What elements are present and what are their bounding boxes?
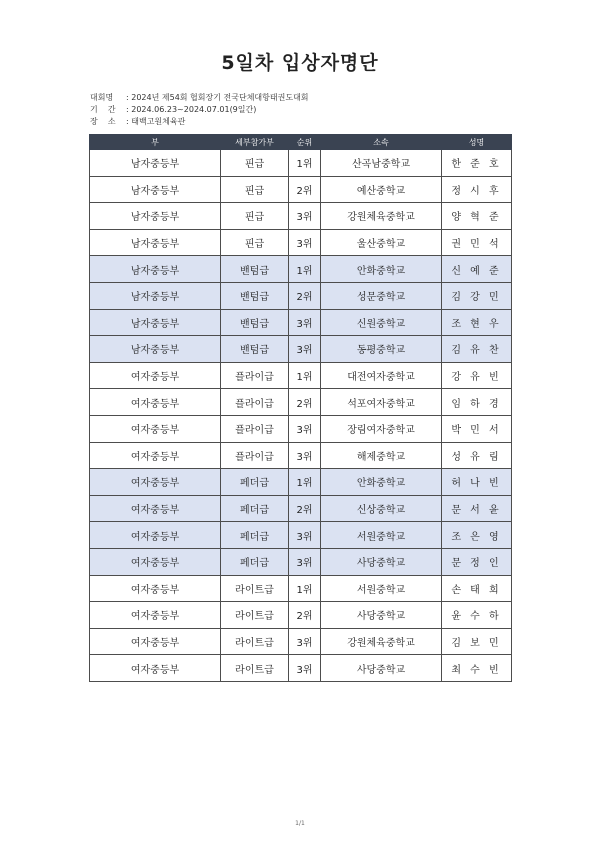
cell-division: 여자중등부	[90, 415, 221, 442]
cell-rank: 2위	[289, 495, 321, 522]
info-row-period	[90, 104, 309, 116]
cell-name: 허 나 빈	[442, 469, 512, 496]
cell-weight-class: 라이트급	[221, 628, 289, 655]
cell-division: 남자중등부	[90, 203, 221, 230]
cell-weight-class: 밴텀급	[221, 256, 289, 283]
cell-weight-class: 플라이급	[221, 362, 289, 389]
cell-division: 여자중등부	[90, 548, 221, 575]
cell-division: 여자중등부	[90, 655, 221, 682]
cell-division: 남자중등부	[90, 256, 221, 283]
header-rank: 순위	[289, 135, 321, 150]
info-value: 태백고원체육관	[131, 117, 186, 126]
info-row-event-name	[90, 92, 309, 104]
cell-division: 여자중등부	[90, 362, 221, 389]
cell-name: 양 혁 준	[442, 203, 512, 230]
cell-rank: 3위	[289, 336, 321, 363]
cell-school: 사당중학교	[321, 602, 442, 629]
table-row	[90, 203, 512, 230]
cell-school: 해제중학교	[321, 442, 442, 469]
cell-name: 신 예 준	[442, 256, 512, 283]
cell-division: 남자중등부	[90, 336, 221, 363]
cell-weight-class: 플라이급	[221, 415, 289, 442]
cell-school: 성문중학교	[321, 282, 442, 309]
cell-name: 윤 수 하	[442, 602, 512, 629]
cell-division: 남자중등부	[90, 309, 221, 336]
cell-weight-class: 플라이급	[221, 442, 289, 469]
cell-rank: 1위	[289, 575, 321, 602]
cell-school: 안화중학교	[321, 469, 442, 496]
cell-rank: 1위	[289, 469, 321, 496]
cell-weight-class: 페더급	[221, 469, 289, 496]
cell-rank: 2위	[289, 282, 321, 309]
cell-school: 석포여자중학교	[321, 389, 442, 416]
cell-division: 남자중등부	[90, 176, 221, 203]
cell-name: 정 시 후	[442, 176, 512, 203]
cell-weight-class: 라이트급	[221, 655, 289, 682]
cell-name: 한 준 호	[442, 150, 512, 177]
cell-weight-class: 핀급	[221, 150, 289, 177]
cell-name: 조 현 우	[442, 309, 512, 336]
table-row	[90, 575, 512, 602]
cell-division: 여자중등부	[90, 602, 221, 629]
cell-school: 사당중학교	[321, 548, 442, 575]
table-row	[90, 389, 512, 416]
table-row	[90, 336, 512, 363]
cell-weight-class: 페더급	[221, 495, 289, 522]
info-value: 2024.06.23~2024.07.01(9일간)	[131, 105, 257, 114]
cell-rank: 3위	[289, 203, 321, 230]
table-row	[90, 469, 512, 496]
cell-weight-class: 밴텀급	[221, 282, 289, 309]
cell-school: 울산중학교	[321, 229, 442, 256]
cell-rank: 3위	[289, 442, 321, 469]
cell-division: 여자중등부	[90, 575, 221, 602]
cell-name: 문 서 윤	[442, 495, 512, 522]
cell-division: 여자중등부	[90, 628, 221, 655]
info-label: 장 소	[90, 117, 116, 126]
info-colon: :	[126, 117, 132, 126]
cell-name: 성 유 림	[442, 442, 512, 469]
table-row	[90, 655, 512, 682]
table-row	[90, 229, 512, 256]
table-header-row	[90, 135, 512, 150]
table-row	[90, 176, 512, 203]
cell-school: 장림여자중학교	[321, 415, 442, 442]
cell-rank: 3위	[289, 628, 321, 655]
cell-rank: 1위	[289, 256, 321, 283]
header-school: 소속	[321, 135, 442, 150]
cell-rank: 3위	[289, 415, 321, 442]
cell-school: 신상중학교	[321, 495, 442, 522]
cell-weight-class: 핀급	[221, 229, 289, 256]
cell-division: 여자중등부	[90, 522, 221, 549]
table-row	[90, 415, 512, 442]
table-row	[90, 628, 512, 655]
header-division: 부	[90, 135, 221, 150]
cell-name: 박 민 서	[442, 415, 512, 442]
cell-rank: 2위	[289, 389, 321, 416]
info-row-venue	[90, 116, 309, 128]
table-row	[90, 282, 512, 309]
cell-weight-class: 밴텀급	[221, 309, 289, 336]
cell-name: 문 정 인	[442, 548, 512, 575]
cell-weight-class: 밴텀급	[221, 336, 289, 363]
cell-weight-class: 플라이급	[221, 389, 289, 416]
event-info	[90, 92, 309, 128]
table-row	[90, 309, 512, 336]
header-name: 성명	[442, 135, 512, 150]
cell-name: 임 하 경	[442, 389, 512, 416]
header-weight-class: 세부참가부	[221, 135, 289, 150]
cell-division: 여자중등부	[90, 469, 221, 496]
cell-division: 남자중등부	[90, 282, 221, 309]
cell-school: 강원체육중학교	[321, 203, 442, 230]
table-row	[90, 256, 512, 283]
cell-school: 서원중학교	[321, 575, 442, 602]
cell-rank: 3위	[289, 229, 321, 256]
cell-school: 안화중학교	[321, 256, 442, 283]
info-colon: :	[126, 105, 132, 114]
cell-school: 사당중학교	[321, 655, 442, 682]
cell-division: 남자중등부	[90, 229, 221, 256]
cell-rank: 3위	[289, 522, 321, 549]
cell-name: 권 민 석	[442, 229, 512, 256]
cell-weight-class: 라이트급	[221, 602, 289, 629]
cell-school: 예산중학교	[321, 176, 442, 203]
cell-school: 대전여자중학교	[321, 362, 442, 389]
cell-name: 강 유 빈	[442, 362, 512, 389]
table-row	[90, 495, 512, 522]
table-row	[90, 602, 512, 629]
cell-rank: 1위	[289, 362, 321, 389]
cell-rank: 3위	[289, 655, 321, 682]
table-row	[90, 522, 512, 549]
cell-name: 조 은 영	[442, 522, 512, 549]
cell-weight-class: 페더급	[221, 548, 289, 575]
table-row	[90, 548, 512, 575]
cell-rank: 1위	[289, 150, 321, 177]
page-number: 1/1	[295, 820, 305, 827]
cell-rank: 2위	[289, 176, 321, 203]
cell-division: 여자중등부	[90, 389, 221, 416]
cell-name: 최 수 빈	[442, 655, 512, 682]
info-colon: :	[126, 93, 132, 102]
cell-division: 여자중등부	[90, 442, 221, 469]
table-row	[90, 362, 512, 389]
info-value: 2024년 제54회 협회장기 전국단체대항태권도대회	[131, 93, 309, 102]
table-row	[90, 150, 512, 177]
info-label: 대회명	[90, 93, 114, 102]
page-title: 5일차 입상자명단	[221, 52, 379, 74]
cell-school: 산곡남중학교	[321, 150, 442, 177]
cell-weight-class: 핀급	[221, 176, 289, 203]
cell-school: 신원중학교	[321, 309, 442, 336]
cell-name: 김 유 찬	[442, 336, 512, 363]
cell-rank: 2위	[289, 602, 321, 629]
table-row	[90, 442, 512, 469]
cell-rank: 3위	[289, 309, 321, 336]
cell-name: 김 강 민	[442, 282, 512, 309]
cell-school: 강원체육중학교	[321, 628, 442, 655]
cell-rank: 3위	[289, 548, 321, 575]
cell-weight-class: 핀급	[221, 203, 289, 230]
cell-weight-class: 라이트급	[221, 575, 289, 602]
cell-name: 김 보 민	[442, 628, 512, 655]
info-label: 기 간	[90, 105, 116, 114]
cell-weight-class: 페더급	[221, 522, 289, 549]
cell-division: 남자중등부	[90, 150, 221, 177]
cell-division: 여자중등부	[90, 495, 221, 522]
cell-name: 손 태 희	[442, 575, 512, 602]
cell-school: 서원중학교	[321, 522, 442, 549]
cell-school: 동평중학교	[321, 336, 442, 363]
winners-table	[89, 134, 512, 682]
table-body	[90, 150, 512, 682]
